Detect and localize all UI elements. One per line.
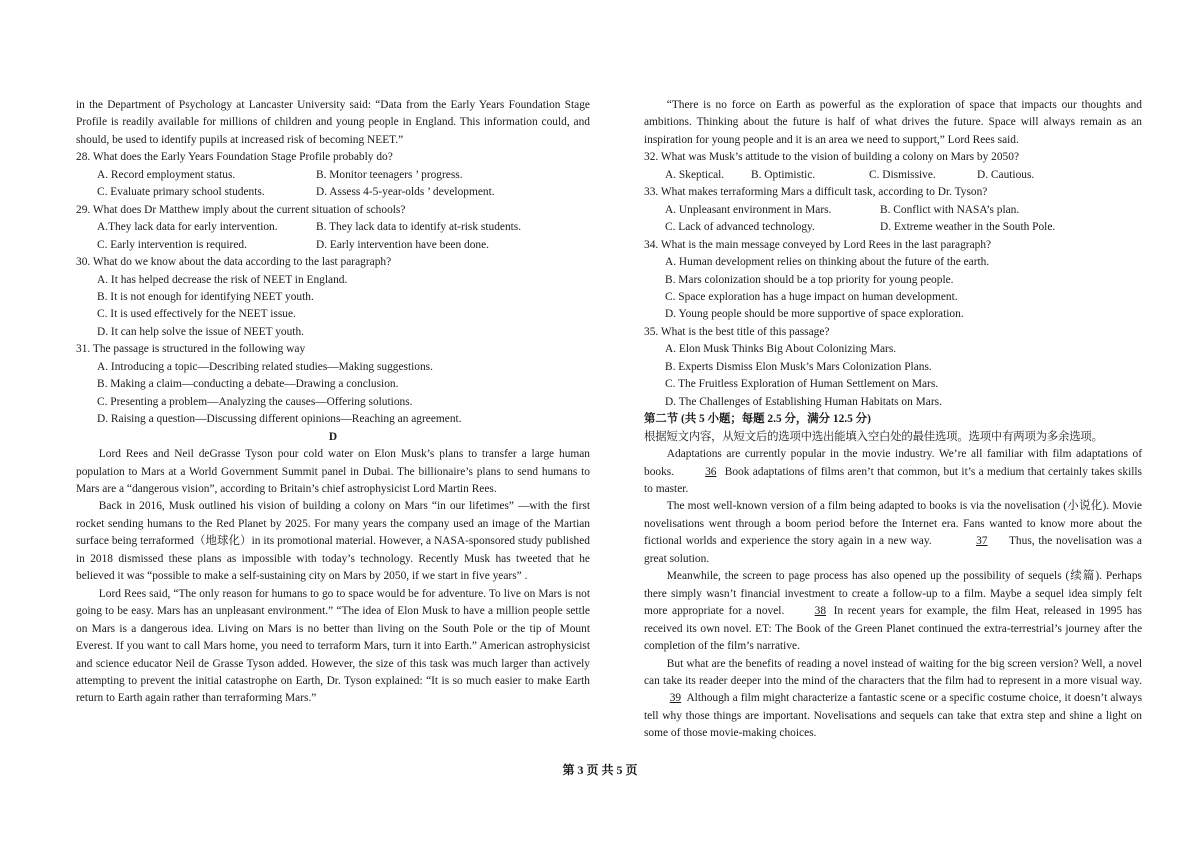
q31-option-b: B. Making a claim—conducting a debate—Drawing a conclusion.: [97, 378, 399, 391]
q34-option-d: D. Young people should be more supportive of space exploration.: [665, 308, 964, 321]
q34-option-c: C. Space exploration has a huge impact on human development.: [665, 290, 958, 303]
q29-option-d: D. Early intervention have been done.: [316, 238, 490, 251]
q33-options-row1: [644, 202, 1142, 219]
q28-option-c: C. Evaluate primary school students.: [97, 186, 265, 199]
q32-option-d: D. Cautious.: [977, 168, 1035, 181]
question-32: 32. What was Musk’s attitude to the vision of building a colony on Mars by 2050?: [644, 151, 1020, 164]
q28-option-a: A. Record employment status.: [97, 168, 236, 181]
q30-option-b: B. It is not enough for identifying NEET youth.: [97, 290, 314, 303]
q32-options: [644, 167, 1142, 184]
passage-d-paragraph-4: “There is no force on Earth as powerful as the exploration of space that impacts our thoughts and ambitions. Thinking about the future is half of what drives the future. Space will always remain as an inspiration for young people and it is an area we need to support,” Lord Rees said.: [644, 99, 1142, 146]
question-30: 30. What do we know about the data according to the last paragraph?: [76, 256, 392, 269]
q32-option-c: C. Dismissive.: [869, 168, 936, 181]
passage-d-paragraph-2: Back in 2016, Musk outlined his vision of building a colony on Mars “in our lifetimes” —with the first rocket sending humans to the Red Planet by 2025. For many years the company used an image of the Martian surface being terraformed（地球化）in its promotional material. However, a NASA-sponsored study published in 2018 dismissed these plans as impossible with today’s technology. Recently Musk has tweeted that he believed it was “possible to make a self-sustaining city on Mars by 2050, if we start in five years” .: [76, 500, 590, 583]
q30-option-d: D. It can help solve the issue of NEET youth.: [97, 325, 304, 338]
question-29: 29. What does Dr Matthew imply about the current situation of schools?: [76, 203, 406, 216]
q31-option-d: D. Raising a question—Discussing different opinions—Reaching an agreement.: [97, 413, 462, 426]
q33-option-d: D. Extreme weather in the South Pole.: [880, 221, 1056, 234]
blank-38: 38: [814, 605, 827, 618]
blank-39: 39: [669, 692, 682, 705]
blank-37: 37: [976, 535, 988, 548]
cloze-p2-text-b: Thus, the novelisation was a great solution.: [644, 535, 1142, 565]
section-2-title: 第二节 (共 5 小题；每题 2.5 分，满分 12.5 分): [644, 413, 871, 426]
cloze-p1-text-b: Book adaptations of films aren’t that common, but it’s a medium that certainly takes skills to master.: [644, 465, 1142, 495]
passage-c-ending: in the Department of Psychology at Lancaster University said: “Data from the Early Years Foundation Stage Profile is readily available for millions of children and young people in England. This information could, and should, be used to identify pupils at increased risk of becoming NEET.”: [76, 99, 590, 146]
q29-options-row2: [76, 237, 590, 254]
passage-d-paragraph-3: Lord Rees said, “The only reason for humans to go to space would be for adventure. To live on Mars is not going to be easy. Mars has an unpleasant environment.” “The idea of Elon Musk to have a million people settle on Mars is a dangerous idea. Living on Mars is no better than living on the South Pole or the tip of Mount Everest. If you want to call Mars home, you need to terraform Mars, turn it into Earth.” American astrophysicist and science educator Neil de Grasse Tyson added. However, the size of this task was much larger than actively attempting to prevent the initial catastrophe on Earth, Dr. Tyson explained: “It is so much easier to make Earth return to Earth again rather than terraforming Mars.”: [76, 587, 590, 705]
q32-option-a: A. Skeptical.: [665, 168, 725, 181]
q35-option-c: C. The Fruitless Exploration of Human Settlement on Mars.: [665, 378, 939, 391]
cloze-paragraph-3: [644, 568, 1142, 655]
q28-options-row1: [76, 167, 590, 184]
page-number: 第 3 页 共 5 页: [562, 763, 638, 777]
q32-option-b: B. Optimistic.: [751, 168, 816, 181]
cloze-p3-text-b: In recent years for example, the film Heat, released in 1995 has received its own novel. ET: The Book of the Green Planet continued the extra-terrestrial’s journey after the completion of the film’s narrative.: [644, 605, 1142, 653]
left-column: [76, 97, 590, 708]
q33-option-a: A. Unpleasant environment in Mars.: [665, 203, 832, 216]
q35-option-d: D. The Challenges of Establishing Human Habitats on Mars.: [665, 395, 942, 408]
q30-option-c: C. It is used effectively for the NEET issue.: [97, 308, 296, 321]
q33-options-row2: [644, 219, 1142, 236]
cloze-paragraph-2: [644, 498, 1142, 568]
q35-option-a: A. Elon Musk Thinks Big About Colonizing Mars.: [665, 343, 897, 356]
q28-option-d: D. Assess 4-5-year-olds ’ development.: [316, 186, 495, 199]
q34-option-a: A. Human development relies on thinking about the future of the earth.: [665, 256, 990, 269]
q29-option-a: A.They lack data for early intervention.: [97, 221, 278, 234]
q28-option-b: B. Monitor teenagers ’ progress.: [316, 168, 463, 181]
q34-option-b: B. Mars colonization should be a top priority for young people.: [665, 273, 954, 286]
question-28: 28. What does the Early Years Foundation Stage Profile probably do?: [76, 151, 393, 164]
section-d-heading: D: [328, 430, 338, 443]
q35-option-b: B. Experts Dismiss Elon Musk’s Mars Colonization Plans.: [665, 360, 932, 373]
blank-36: 36: [705, 465, 717, 478]
cloze-p4-text-b: Although a film might characterize a fantastic scene or a specific costume choice, it doesn’t always tell why those things are important. Novelisations and sequels can take that extra step and shine a light on some of those movie-making choices.: [644, 692, 1143, 740]
cloze-paragraph-1: [644, 446, 1142, 498]
q28-options-row2: [76, 184, 590, 201]
cloze-p2-text-a: The most well-known version of a film being adapted to books is via the novelisation (小说化). Movie novelisations went through a boom period before the Internet era. Fans wanted to know more about the fictional worlds and experience the story again in a new way.: [644, 500, 1142, 548]
cloze-p3-text-a: Meanwhile, the screen to page process has also opened up the possibility of sequels (续篇). Perhaps there simply wasn’t financial investment to create a follow-up to a film. Maybe a sequel idea simply felt more appropriate for a novel.: [644, 570, 1142, 618]
question-34: 34. What is the main message conveyed by Lord Rees in the last paragraph?: [644, 238, 992, 251]
q30-option-a: A. It has helped decrease the risk of NEET in England.: [97, 273, 348, 286]
passage-d-paragraph-1: Lord Rees and Neil deGrasse Tyson pour cold water on Elon Musk’s plans to transfer a large human population to Mars at a World Government Summit panel in Dubai. The billionaire’s plans to send humans to Mars are a “dangerous vision”, according to Britain’s chief astrophysicist Lord Martin Rees.: [76, 448, 590, 495]
question-33: 33. What makes terraforming Mars a difficult task, according to Dr. Tyson?: [644, 186, 988, 199]
q29-option-b: B. They lack data to identify at-risk students.: [316, 221, 522, 234]
right-column: [644, 97, 1142, 743]
q29-options-row1: [76, 219, 590, 236]
q31-option-c: C. Presenting a problem—Analyzing the causes—Offering solutions.: [97, 395, 413, 408]
q31-option-a: A. Introducing a topic—Describing related studies—Making suggestions.: [97, 360, 433, 373]
question-31: 31. The passage is structured in the following way: [76, 343, 306, 356]
question-35: 35. What is the best title of this passage?: [644, 325, 830, 338]
q33-option-b: B. Conflict with NASA’s plan.: [880, 203, 1020, 216]
cloze-paragraph-4: [644, 656, 1142, 743]
q33-option-c: C. Lack of advanced technology.: [665, 221, 815, 234]
cloze-p4-text-a: But what are the benefits of reading a novel instead of waiting for the big screen version? Well, a novel can take its reader deeper into the mind of the characters that the film had to represent in a more visual way.: [644, 657, 1142, 687]
cloze-p1-text-a: Adaptations are currently popular in the movie industry. We’re all familiar with film adaptations of books.: [644, 448, 1142, 478]
q29-option-c: C. Early intervention is required.: [97, 238, 247, 251]
section-2-instructions: 根据短文内容，从短文后的选项中选出能填入空白处的最佳选项。选项中有两项为多余选项。: [644, 430, 1103, 443]
